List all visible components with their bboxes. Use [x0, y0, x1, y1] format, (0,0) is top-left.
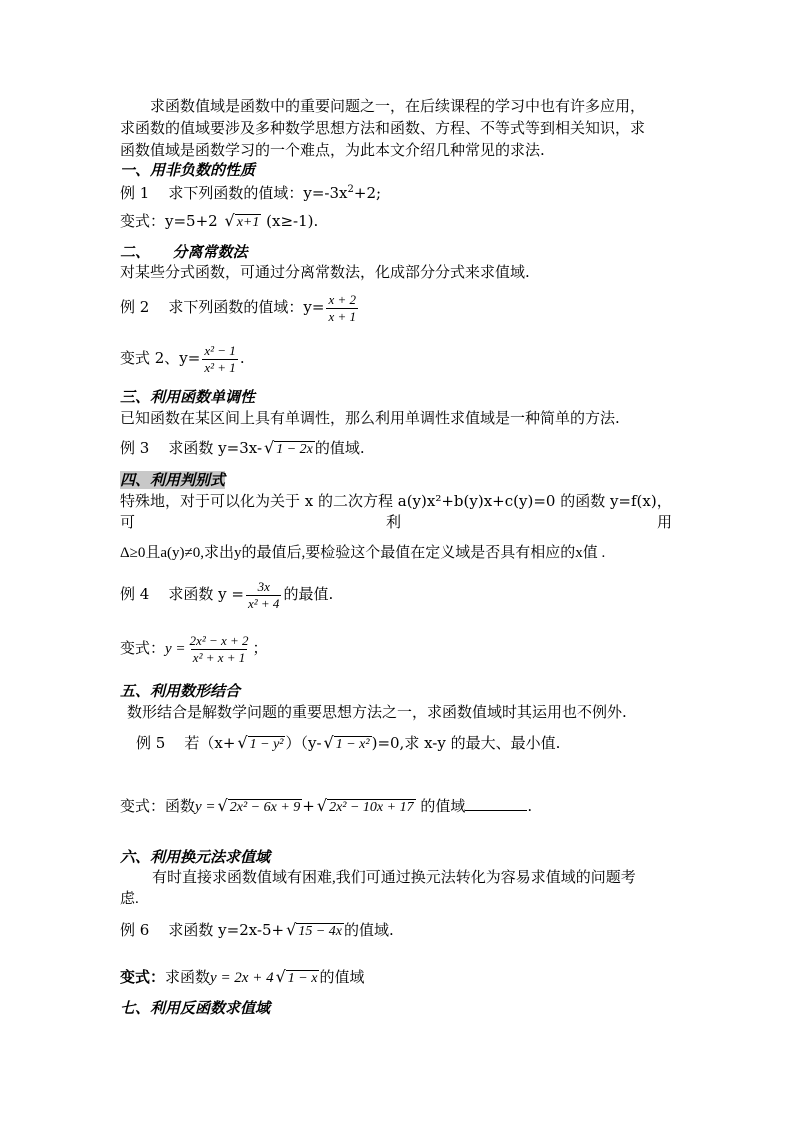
variant-1-sqrt: √ x+1	[224, 211, 260, 230]
variant-4-tail: ；	[252, 639, 268, 657]
example-5-c: )=0,求 x-y 的最大、最小值.	[371, 734, 561, 752]
section-6-desc-2: 虑.	[120, 891, 139, 907]
example-6-text: 求函数 y=2x-5+	[168, 921, 285, 939]
example-3-radicand: 1 − 2x	[276, 442, 313, 457]
example-2	[120, 283, 360, 331]
variant-2-label: 变式 2、y=	[120, 349, 201, 367]
example-5-b: ）（y-	[285, 734, 322, 752]
example-4-fraction	[246, 579, 281, 612]
section-7-heading: 七、利用反函数求值域	[120, 999, 271, 1017]
section-4-desc-2-c: 用	[656, 513, 672, 531]
variant-5-label: 变式：函数	[120, 797, 196, 815]
example-5-sqrt-2: √ 1 − x²	[323, 733, 370, 752]
variant-6-tail: 的值域	[319, 970, 365, 986]
variant-1-tail: (x≥-1).	[266, 212, 319, 230]
example-1: 例 1 求下列函数的值域：$y=-3x^2+2$;	[120, 184, 382, 202]
example-5-a: 若（x+	[184, 734, 236, 752]
variant-6-text: 求函数	[165, 970, 211, 986]
variant-2	[120, 338, 245, 378]
variant-5-radicand-2: 2x² − 10x + 17	[329, 800, 414, 815]
variant-4-denominator: x² + x + 1	[192, 649, 246, 665]
section-4-desc-1: 特殊地，对于可以化为关于 x 的二次方程 a(y)x²+b(y)x+c(y)=0 的函数 y=f(x)，	[120, 492, 672, 510]
variant-5-tail: 的值域	[420, 797, 466, 815]
variant-2-denominator: x² + 1	[204, 359, 236, 375]
variant-4-y: y =	[165, 641, 186, 657]
example-2-label: 例 2	[120, 298, 150, 316]
variant-4-label: 变式：	[120, 639, 166, 657]
example-6-radicand: 15 − 4x	[298, 924, 342, 939]
section-4-heading-text: 四、利用判别式	[120, 471, 226, 489]
example-1-tail: +2;	[353, 184, 382, 202]
example-4	[120, 572, 333, 616]
variant-6	[120, 967, 364, 989]
intro-line-3: 函数值域是函数学习的一个难点，为此本文介绍几种常见的求法.	[120, 141, 545, 159]
example-3-sqrt: √ 1 − 2x	[264, 438, 313, 457]
example-1-label: 例 1	[120, 184, 150, 202]
example-5-radicand-1: 1 − y²	[249, 737, 284, 752]
example-2-denominator: x + 1	[328, 308, 356, 324]
variant-4-fraction	[188, 633, 251, 666]
variant-5-end: .	[527, 797, 533, 815]
section-4-heading	[120, 470, 225, 490]
variant-2-numerator: x² − 1	[204, 342, 236, 358]
variant-2-fraction	[202, 343, 237, 376]
example-3-text: 求函数 y=3x-	[168, 439, 263, 457]
variant-6-expr: y = 2x + 4	[210, 970, 274, 986]
example-6-sqrt: √ 15 − 4x	[286, 920, 342, 939]
section-2-desc: 对某些分式函数，可通过分离常数法，化成部分分式来求值域.	[120, 263, 530, 281]
section-4-desc-2	[120, 512, 672, 532]
variant-4	[120, 626, 268, 671]
example-5-radicand-2: 1 − x²	[335, 737, 370, 752]
variant-1-label: 变式：y=5+2	[120, 212, 218, 230]
variant-5	[120, 796, 532, 818]
example-6-label: 例 6	[120, 921, 150, 939]
section-1-heading: 一、用非负数的性质	[120, 161, 256, 179]
section-3-heading: 三、利用函数单调性	[120, 388, 256, 406]
variant-1	[120, 211, 318, 233]
section-4-desc-2-a: 可	[120, 513, 136, 531]
section-3-desc: 已知函数在某区间上具有单调性，那么利用单调性求值域是一种简单的方法.	[120, 409, 620, 427]
variant-5-sqrt-2: √ 2x² − 10x + 17	[316, 796, 414, 815]
variant-1-radicand: x+1	[236, 215, 260, 230]
variant-4-numerator: 2x² − x + 2	[189, 632, 249, 648]
variant-6-label: 变式：	[120, 970, 166, 986]
section-2-heading: 二、 分离常数法	[120, 243, 248, 261]
variant-5-sqrt-1: √ 2x² − 6x + 9	[217, 796, 301, 815]
example-5-sqrt-1: √ 1 − y²	[237, 733, 284, 752]
section-5-heading: 五、利用数形结合	[120, 682, 241, 700]
variant-2-tail: .	[239, 349, 245, 367]
example-5	[136, 733, 560, 755]
variant-5-plus: +	[302, 797, 315, 815]
intro-line-2: 求函数的值域要涉及多种数学思想方法和函数、方程、不等式等到相关知识，求	[120, 119, 646, 137]
section-4-desc-3: Δ≥0且a(y)≠0,求出y的最值后,要检验这个最值在定义域是否具有相应的x值 .	[120, 545, 606, 561]
example-2-text: 求下列函数的值域：y=	[168, 298, 325, 316]
variant-5-y: y =	[195, 799, 216, 815]
example-4-denominator: x² + 4	[247, 595, 280, 611]
example-2-numerator: x + 2	[328, 291, 356, 307]
example-4-text: 求函数 y =	[168, 585, 244, 603]
intro-line-1: 求函数值域是函数中的重要问题之一，在后续课程的学习中也有许多应用，	[150, 97, 646, 115]
example-1-text: 求下列函数的值域：y=-3x	[168, 184, 348, 202]
section-5-desc: 数形结合是解数学问题的重要思想方法之一，求函数值域时其运用也不例外.	[127, 703, 627, 721]
example-3-tail: 的值域.	[314, 439, 365, 457]
example-6-tail: 的值域.	[344, 921, 394, 939]
section-6-heading: 六、利用换元法求值域	[120, 848, 271, 866]
section-6-desc-1: 有时直接求函数值域有困难,我们可通过换元法转化为容易求值域的问题考	[152, 870, 636, 886]
example-2-fraction	[326, 292, 358, 325]
example-3-label: 例 3	[120, 439, 150, 457]
variant-5-radicand-1: 2x² − 6x + 9	[229, 800, 301, 815]
example-4-label: 例 4	[120, 585, 150, 603]
section-4-desc-2-b: 利	[386, 513, 402, 531]
example-3	[120, 438, 365, 460]
variant-6-sqrt: √ 1 − x	[275, 967, 318, 986]
example-4-tail: 的最值.	[283, 585, 334, 603]
variant-6-radicand: 1 − x	[287, 971, 318, 986]
answer-blank	[465, 796, 527, 811]
example-4-numerator: 3x	[257, 578, 270, 594]
example-6	[120, 920, 394, 942]
example-5-label: 例 5	[136, 734, 166, 752]
